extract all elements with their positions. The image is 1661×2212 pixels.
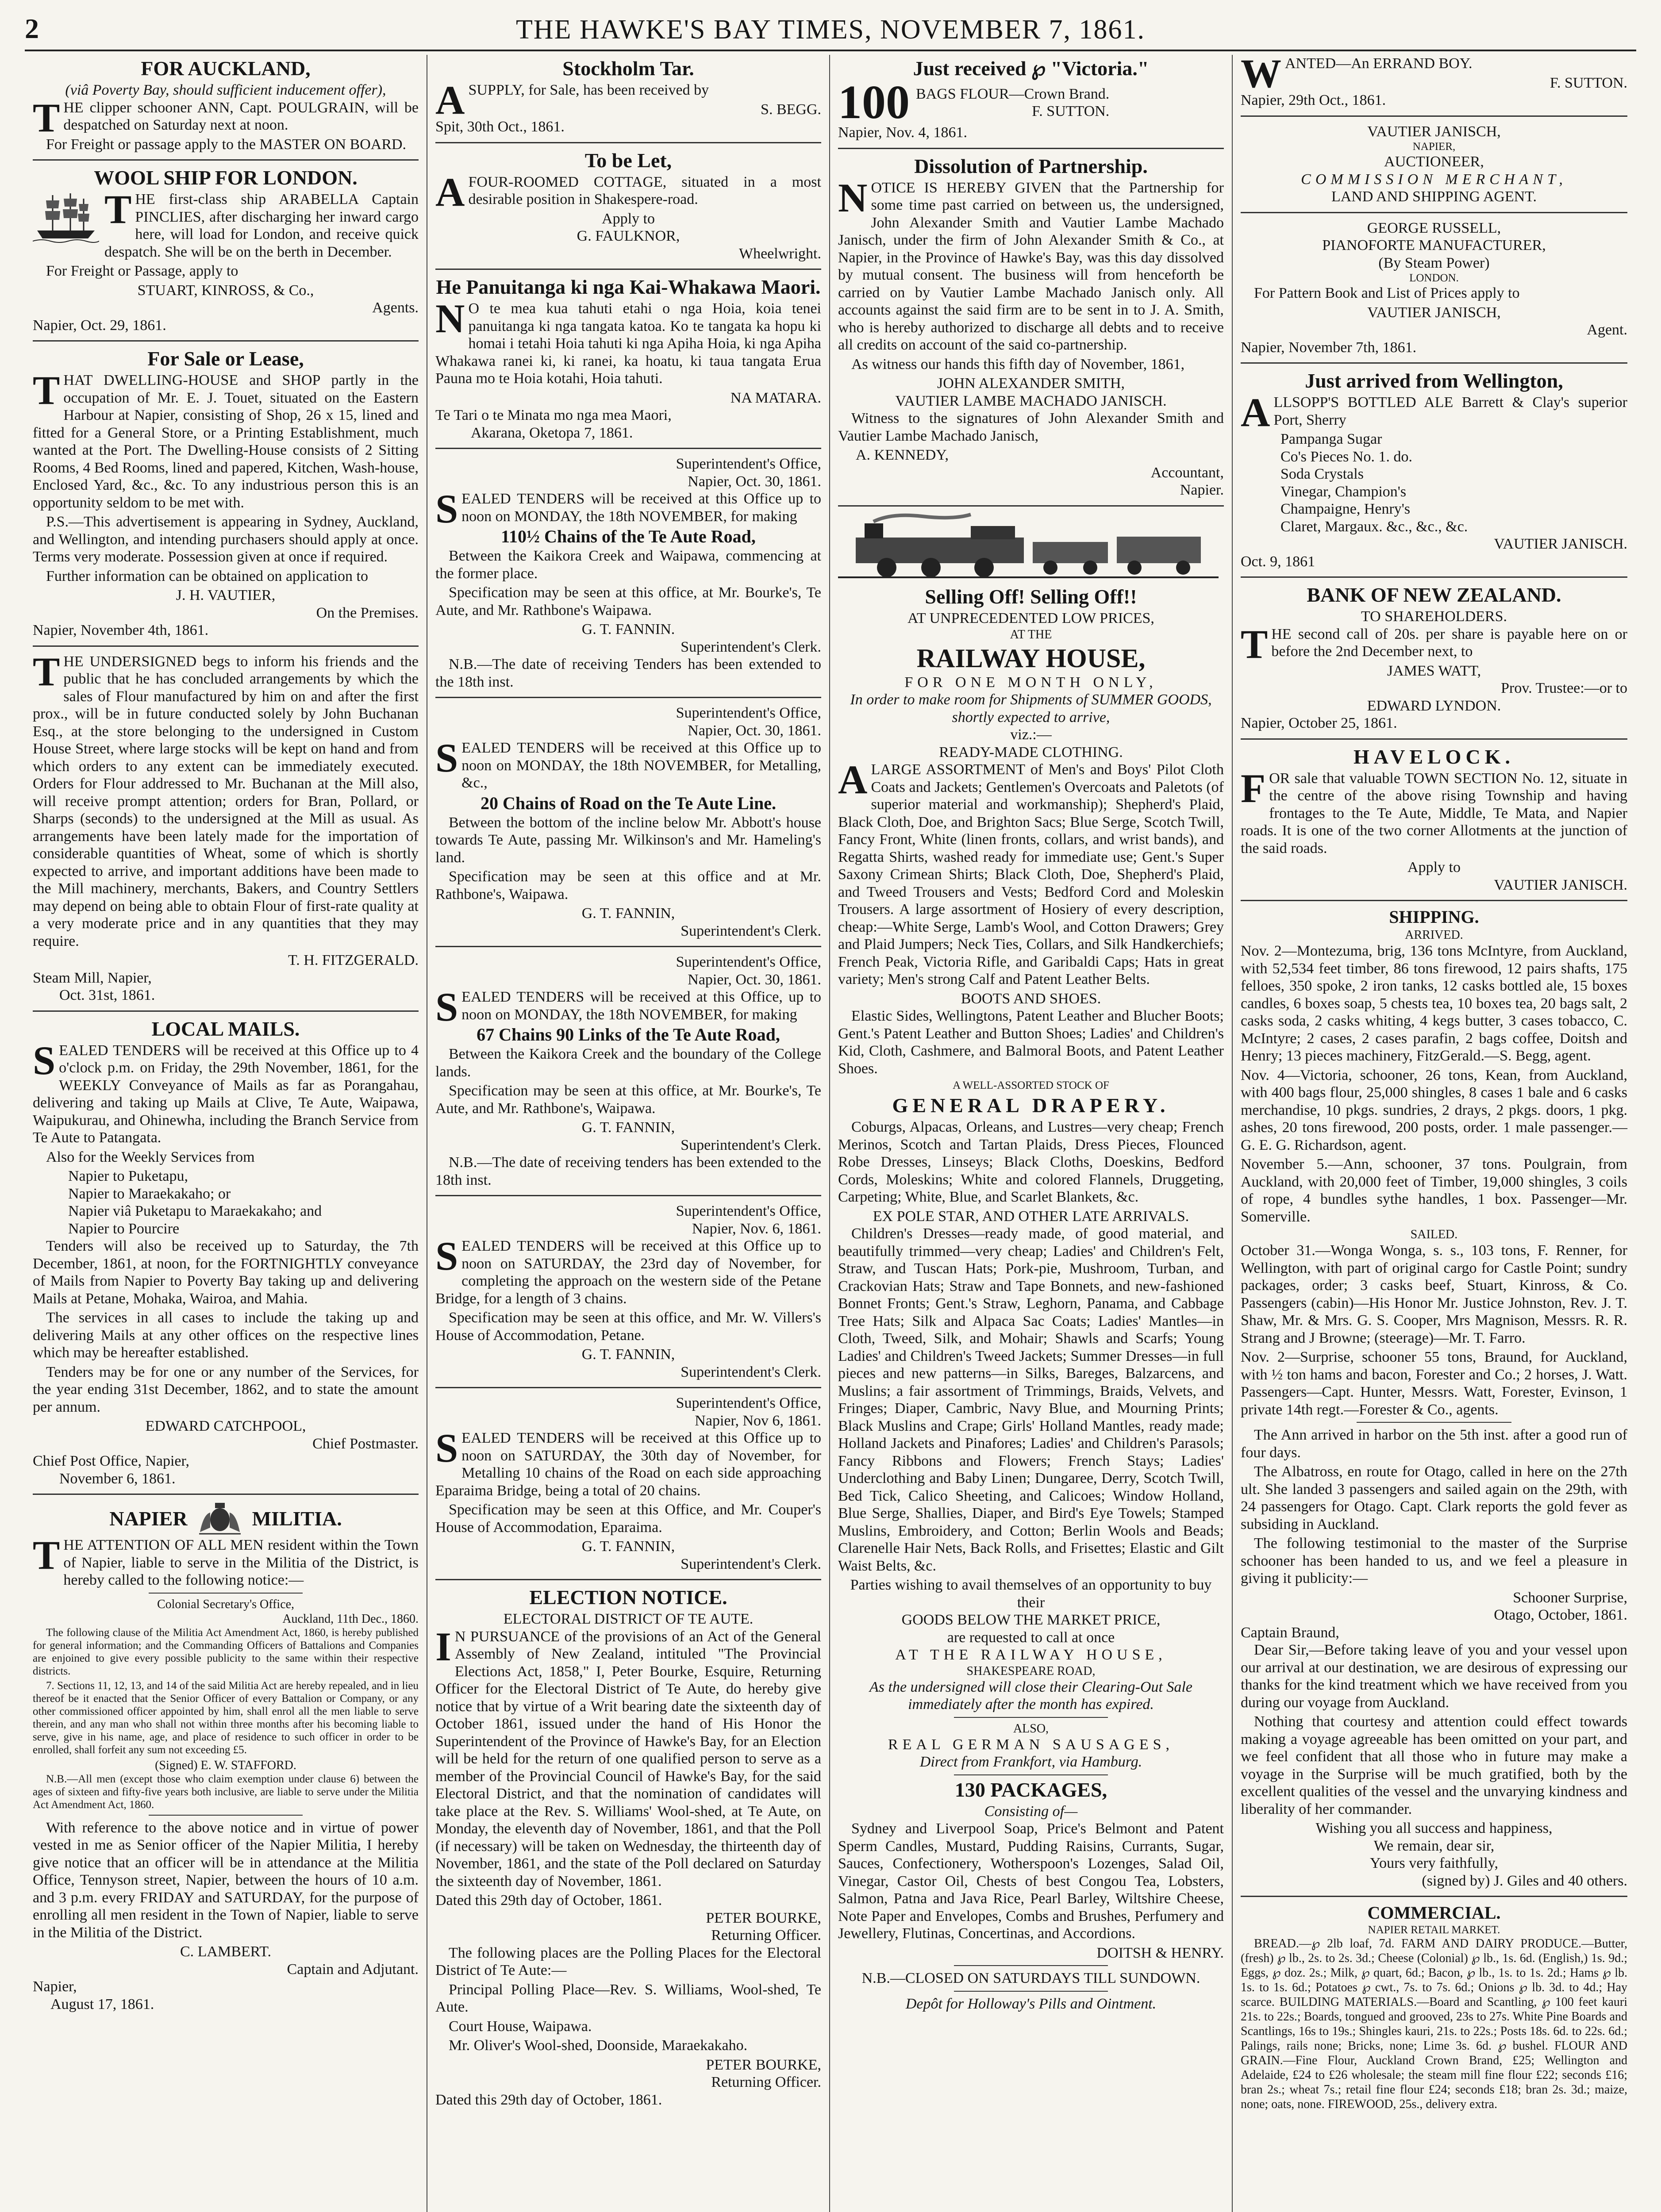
tender1-heading: 110½ Chains of the Te Aute Road, (501, 526, 756, 546)
tender1-name: G. T. FANNIN. (581, 621, 675, 637)
divider (33, 1494, 419, 1495)
dropcap: S (435, 1233, 458, 1279)
victoria-heading: Just received ℘ "Victoria." (913, 57, 1149, 80)
locomotive-icon (838, 513, 1219, 579)
divider (1241, 362, 1627, 364)
dropcap: A (435, 169, 465, 215)
mails-heading: LOCAL MAILS. (151, 1017, 300, 1040)
russell-name: GEORGE RUSSELL, (1367, 219, 1501, 236)
low-prices: AT UNPRECEDENTED LOW PRICES, (907, 610, 1154, 626)
dropcap: N (838, 175, 868, 220)
tar-body: SUPPLY, for Sale, has been received by (468, 82, 709, 98)
tender1-date: Napier, Oct. 30, 1861. (688, 473, 821, 490)
mill-name: T. H. FITZGERALD. (288, 952, 419, 968)
auckland-ad (33, 99, 419, 136)
dropcap: S (435, 984, 458, 1029)
dropcap: T (33, 99, 60, 136)
election-place-3: Mr. Oliver's Wool-shed, Doonside, Maraekakaho. (449, 2037, 748, 2054)
auckland-body: HE clipper schooner ANN, Capt. POULGRAIN, will be despatched on Saturday next at noon. (63, 99, 419, 133)
tender5-spec: Specification may be seen at this Office, and Mr. Couper's House of Accommodation, Eparaima. (435, 1502, 821, 1536)
election-dated-2: Dated this 29th day of October, 1861. (435, 2091, 662, 2108)
russell-body: For Pattern Book and List of Prices apply to (1254, 285, 1520, 301)
tender2-role: Superintendent's Clerk. (681, 922, 821, 939)
letter-wish: Wishing you all success and happiness, (1315, 1820, 1553, 1836)
divider (1241, 576, 1627, 578)
column-2 (427, 55, 830, 2212)
royal-arms-icon (196, 1501, 244, 1536)
sailing-2: Nov. 2—Surprise, schooner 55 tons, Braund, for Auckland, with ½ ton hams and bacon, Forester and Co.; 2 horses, J. Watt. Passengers—Capt. Hunter, Messrs. Watt, Forester, Evinson, 1 private 14th regt.—Forester & Co., agents. (1241, 1349, 1627, 1418)
letter-to: Schooner Surprise, (1513, 1589, 1627, 1606)
maori-line: Te Tari o te Minata mo nga mea Maori, (435, 407, 672, 423)
let-role: Wheelwright. (739, 245, 821, 262)
divider (435, 1195, 821, 1196)
bank-body: HE second call of 20s. per share is payable here on or before the 2nd December next, to (1271, 626, 1627, 660)
maori-date: Akarana, Oketopa 7, 1861. (471, 424, 633, 441)
russell-agent: VAUTIER JANISCH, (1367, 304, 1501, 321)
divider (838, 148, 1224, 149)
russell-date: Napier, November 7th, 1861. (1241, 339, 1417, 356)
packages-sub: Consisting of— (984, 1803, 1078, 1820)
divider (33, 645, 419, 647)
militia-role: Captain and Adjutant. (287, 1961, 419, 1978)
shipping-note-3: The following testimonial to the master of the Surprise schooner has been handed to us, and we feel a pleasure in giving it publicity:— (1241, 1535, 1627, 1586)
tender2-office: Superintendent's Office, (676, 705, 821, 721)
dissolution-witness: As witness our hands this fifth day of November, 1861, (851, 356, 1185, 373)
election-name: PETER BOURKE, (706, 1909, 821, 1926)
shipping-note-2: The Albatross, en route for Otago, called in here on the 27th ult. She landed 3 passengers and sailed again on the 29th, with 24 passengers for Otago. Capt. Clark reports the gold fever as subsiding in Auckland. (1241, 1463, 1627, 1532)
masthead (25, 12, 1636, 51)
sailing-1: October 31.—Wonga Wonga, s. s., 103 tons, F. Renner, for Wellington, with part of original cargo for Castle Point; sundry packages, order; 3 casks beef, Stuart, Kinross, & Co. Passengers (cabin)—His Honor Mr. Justice Johnston, Rev. J. T. Shaw, Mr. & Mrs. G. S. Cooper, Mrs Magnison, Messrs. R. R. Strang and J Browne; (steerage)—Mr. T. Farro. (1241, 1242, 1627, 1346)
boots-body: Elastic Sides, Wellingtons, Patent Leather and Blucher Boots; Gent.'s Patent Leather and Button Shoes; Ladies' and Children's Kid, Cloth, Cashmere, and Balmoral Boots, and Patent Leather Shoes. (838, 1008, 1224, 1077)
dropcap: S (435, 486, 458, 531)
militia-date: August 17, 1861. (50, 1996, 154, 2012)
mails-date: November 6, 1861. (59, 1470, 176, 1487)
wool-ad (33, 191, 419, 262)
sailed-heading: SAILED. (1410, 1228, 1458, 1241)
mails-body-3: The services in all cases to include the taking up and delivering Mails at any other offices on the respective lines which may be hereafter established. (33, 1310, 419, 1361)
mails-role: Chief Postmaster. (312, 1435, 419, 1452)
election-role-2: Returning Officer. (711, 2074, 821, 2090)
divider (435, 1579, 821, 1580)
let-body: FOUR-ROOMED COTTAGE, situated in a most desirable position in Shakespere-road. (468, 173, 821, 207)
auckland-heading: FOR AUCKLAND, (141, 57, 311, 80)
mails-route-4: Napier to Pourcire (68, 1220, 180, 1237)
letter-yours: Yours very faithfully, (1370, 1855, 1498, 1871)
election-heading: ELECTION NOTICE. (529, 1586, 727, 1609)
mails-body: EALED TENDERS will be received at this Office up to 4 o'clock p.m. on Friday, the 29th November, 1861, for the WEEKLY Conveyance of Mails as far as Porangahau, delivering and taking up Mails at Clive, Te Aute, Waipawa, Waipukurau, and Ohinewha, including the Branch Service from Te Aute to Patangata. (33, 1042, 419, 1146)
dissolution-name-2: VAUTIER LAMBE MACHADO JANISCH. (895, 392, 1167, 409)
shipping-note-1: The Ann arrived in harbor on the 5th inst. after a good run of four days. (1241, 1427, 1627, 1461)
divider (838, 505, 1224, 507)
tender1-nb: N.B.—The date of receiving Tenders has been extended to the 18th inst. (435, 656, 821, 690)
tender3-spec: Specification may be seen at this office, at Mr. Bourke's, Te Aute, and Mr. Rathbone's, Waipawa. (435, 1083, 821, 1117)
short-rule (149, 1593, 303, 1594)
letter-captain: Captain Braund, (1241, 1624, 1339, 1641)
dissolution-name-3: A. KENNEDY, (856, 447, 949, 463)
short-rule (954, 1965, 1108, 1966)
tender1-role: Superintendent's Clerk. (681, 638, 821, 655)
tender5-body: EALED TENDERS will be received at this Office up to noon on SATURDAY, the 30th day of November, for Metalling 10 chains of the Road on each side approaching Eparaima Bridge, being a total of 20 chains. (435, 1430, 821, 1499)
one-month-only: FOR ONE MONTH ONLY, (904, 674, 1157, 691)
packages-body: Sydney and Liverpool Soap, Price's Belmont and Patent Sperm Candles, Mustard, Pudding Raisins, Currants, Sugar, Sauces, Confectionery, Wotherspoon's Lozenges, Salad Oil, Vinegar, Castor Oil, Chests of best Congou Tea, Lobsters, Salmon, Patna and Java Rice, Pearl Barley, Wiltshire Cheese, Note Paper and Envelopes, Combs and Brushes, Perfumery and Jewellery, Flutinas, Concertinas, and Accordions. (838, 1820, 1224, 1942)
tender3-role: Superintendent's Clerk. (681, 1137, 821, 1153)
militia-clause-1: The following clause of the Militia Act Amendment Act, 1860, is hereby published for general information; and the Commanding Officers of Battalions and Companies are enjoined to give every possible publicity to the same within their respective districts. (33, 1626, 419, 1677)
dropcap: S (33, 1037, 56, 1083)
janisch-land: LAND AND SHIPPING AGENT. (1331, 188, 1537, 205)
firm-name: DOITSH & HENRY. (1096, 1944, 1224, 1961)
election-body: N PURSUANCE of the provisions of an Act of the General Assembly of New Zealand, intituled "The Provincial Elections Act, 1858," I, Peter Bourke, Esquire, Returning Officer for the Electoral District of Te Aute, do hereby give notice that by virtue of a Writ bearing date the sixteenth day of October 1861, issued under the hand of His Honor the Superintendent of the Province of Hawke's Bay, for an Election will be held for the return of one qualified person to serve as a member of the Provincial Council of Hawke's Bay, for the said Electoral District, and that the nomination of candidates will take place at the Rev. S. Williams' Wool-shed, at Te Aute, on Monday, the eleventh day of November, 1861, and that the Poll (if necessary) will be taken on Wednesday, the thirteenth day of November, 1861, and the state of the Poll declared on Saturday the sixteenth day of November, 1861. (435, 1628, 821, 1889)
shakespeare-road: SHAKESPEARE ROAD, (966, 1664, 1096, 1678)
sale-body: HAT DWELLING-HOUSE and SHOP partly in the occupation of Mr. E. J. Touet, situated on the Eastern Harbour at Napier, consisting of Shop, 26 x 15, lined and fitted for a General Store, or a Printing Establishment, much wanted at the Port. The Dwelling-House consists of 2 Sitting Rooms, 4 Bed Rooms, lined and papered, Kitchen, Wash-house, Enclosed Yard, &c., &c. To any industrious person this is an opportunity seldom to be met with. (33, 372, 419, 511)
mails-name: EDWARD CATCHPOOL, (145, 1418, 306, 1434)
tar-heading: Stockholm Tar. (562, 57, 694, 80)
bank-sub: TO SHAREHOLDERS. (1361, 608, 1507, 625)
dissolution-body: OTICE IS HEREBY GIVEN that the Partnership for some time past carried on between us, the undersigned, John Alexander Smith and Vautier Lambe Machado Janisch, under the firm of John Alexander Smith & Co., at Napier, in the Province of Hawke's Bay, was this day dissolved by mutual consent. The business will from henceforth be carried on by Vautier Lambe Machado Janisch only. All accounts against the said firm are to be sent in to J. A. Smith, who is hereby authorized to discharge all debts and to receive all credits on account of the said co-partnership. (838, 179, 1224, 353)
ready-made-heading: READY-MADE CLOTHING. (939, 744, 1123, 760)
wellington-date: Oct. 9, 1861 (1241, 553, 1315, 570)
sausages-heading: REAL GERMAN SAUSAGES, (888, 1736, 1174, 1753)
tender5-office: Superintendent's Office, (676, 1395, 821, 1411)
tender4-office: Superintendent's Office, (676, 1203, 821, 1219)
divider (33, 159, 419, 161)
sale-ps: P.S.—This advertisement is appearing in Sydney, Auckland, and Wellington, and intending purchasers should apply at once. Terms very moderate. Possession given at once if required. (33, 514, 419, 565)
summer-goods-note: In order to make room for Shipments of SUMMER GOODS, shortly expected to arrive, (850, 691, 1212, 726)
tender2-heading: 20 Chains of Road on the Te Aute Line. (481, 793, 776, 813)
wellington-item: Claret, Margaux. &c., &c., &c. (1280, 518, 1468, 535)
dropcap: S (435, 1425, 458, 1471)
boots-heading: BOOTS AND SHOES. (961, 990, 1101, 1007)
dropcap: I (435, 1624, 451, 1669)
bank-role-1: Prov. Trustee:—or to (1501, 680, 1627, 696)
letter-remain: We remain, dear sir, (1373, 1837, 1495, 1854)
errand-boy-body: ANTED—An ERRAND BOY. (1285, 55, 1473, 72)
bank-date: Napier, October 25, 1861. (1241, 715, 1397, 731)
depot-note: Depôt for Holloway's Pills and Ointment. (905, 1995, 1157, 2012)
election-dated: Dated this 29th day of October, 1861. (435, 1892, 662, 1909)
newspaper-title: THE HAWKE'S BAY TIMES, NOVEMBER 7, 1861. (515, 15, 1146, 45)
mill-body: HE UNDERSIGNED begs to inform his friends and the public that he has concluded arrangements by which the sales of Flour manufactured by him on and after the first prox., will be in future conducted solely by John Buchanan Esq., at the store belonging to the undersigned in Custom House Street, where large stocks will be kept on hand and from which orders to any extent can be immediately executed. Orders for Flour addressed to Mr. Buchanan at the Mill also, will receive prompt attention; orders for Bran, Pollard, or Sharps (seconds) to the undersigned at the Mill as usual. As arrangements have been lately made for the importation of considerable quantities of Wheat, some of which is shortly expected to arrive, and important additions have been made to the Mill machinery, merchants, Bakers, and Country Settlers may depend on being able to obtain Flour of first-rate quality at a very moderate price and in any quantities that they may require. (33, 653, 419, 949)
wellington-body: LLSOPP'S BOTTLED ALE Barrett & Clay's superior Port, Sherry (1273, 394, 1627, 428)
tender4-date: Napier, Nov. 6, 1861. (692, 1220, 821, 1237)
railway-house-heading: RAILWAY HOUSE, (916, 643, 1146, 673)
mill-place: Steam Mill, Napier, (33, 969, 152, 986)
arrival-1: Nov. 2—Montezuma, brig, 136 tons McIntyre, from Auckland, with 52,534 feet timber, 86 tons firewood, 12 pairs shafts, 175 felloes, 350 spoke, 2 iron tanks, 12 casks bottled ale, 15 boxes candles, 6 boxes soap, 5 chests tea, 10 boxes tea, 20 bags salt, 2 casks soda, 2 casks whiting, 4 kegs butter, 3 cases tobacco, C. McIntyre; 2 cases, 2 cases parafin, 2 bags coffee, Doitsh and Henry; 13 pieces machinery, FitzGerald.—S. Begg, agent. (1241, 943, 1627, 1064)
clearing-out-note: As the undersigned will close their Clearing-Out Sale immediately after the month has expired. (869, 1678, 1192, 1713)
sale-date: Napier, November 4th, 1861. (33, 622, 209, 638)
column-4 (1233, 55, 1635, 2212)
divider (1241, 738, 1627, 740)
tender5-role: Superintendent's Clerk. (681, 1555, 821, 1572)
tender2-body-2: Between the bottom of the incline below Mr. Abbott's house towards Te Aute, passing Mr. Wilkinson's and Mr. Hameling's land. (435, 814, 821, 866)
ship-icon (33, 191, 99, 244)
election-place-1: Principal Polling Place—Rev. S. Williams, Wool-shed, Te Aute. (435, 1981, 821, 2015)
maori-body: O te mea kua tahuti etahi o nga Hoia, koia tenei panuitanga ki nga tangata katoa. Ko te tangata ka hopu ki homai i tetahi Hoia tahuti ki nga Apiha Hoia, ki nga Apiha Whakawa ranei ki, ki ranei, ka hoatu, ki taua tangata Erua Pauna mo te Hoia kotahi, Hoia tahuti. (435, 300, 821, 387)
dropcap: N (435, 296, 465, 341)
letter-signed: (signed by) J. Giles and 40 others. (1422, 1872, 1627, 1889)
janisch-place: NAPIER, (1412, 141, 1456, 153)
divider (435, 448, 821, 449)
short-rule (954, 1717, 1108, 1718)
tender1-body-2: Between the Kaikora Creek and Waipawa, commencing at the former place. (435, 548, 821, 582)
tender5-date: Napier, Nov 6, 1861. (695, 1412, 821, 1429)
divider (33, 1010, 419, 1012)
janisch-commission: COMMISSION MERCHANT, (1301, 171, 1567, 188)
dropcap: T (104, 191, 132, 232)
let-apply: Apply to (602, 210, 655, 227)
russell-role: PIANOFORTE MANUFACTURER, (1322, 237, 1546, 253)
let-name: G. FAULKNOR, (577, 228, 680, 244)
commercial-body: BREAD.—℘ 2lb loaf, 7d. FARM AND DAIRY PRODUCE.—Butter, (fresh) ℘ lb., 2s. to 2s. 3d.; Cheese (Colonial) ℘ lb., 1s. 6d. (English,) 1s. 9d.; Eggs, ℘ doz. 2s.; Milk, ℘ quart, 6d.; Bacon, ℘ lb., 1s. to 1s. 2d.; Hams ℘ lb. 1s. to 1s. 6d.; Potatoes ℘ cwt., 7s. to 7s. 6d.; Onions ℘ lb. 3d. to 4d.; Hay scarce. BUILDING MATERIALS.—Board and Scantling, ℘ 100 feet kauri 21s. to 22s.; Boards, tongued and grooved, 23s to 27s. White Pine Boards and Scantlings, 16s to 19s.; Shingles kauri, 21s. to 22s.; Posts 18s. 6d. to 22s. 6d.; Palings, rails none; Bricks, none; Lime 3s. 6d. ℘ bushel. FLOUR AND GRAIN.—Fine Flour, Auckland Crown Brand, £25; Wellington and Adelaide, £24 to £26 wholesale; the steam mill fine flour £22; seconds £16; bran 2s.; wheat 7s.; retail fine flour £24; seconds £18; bran 2s. 3d.; maize, none; oats, none. FIREWOOD, 25s., delivery extra. (1241, 1937, 1627, 2111)
also: ALSO, (1013, 1721, 1049, 1736)
militia-heading: NAPIER MILITIA. (33, 1501, 419, 1536)
dropcap: A (838, 757, 868, 802)
divider (1241, 115, 1627, 117)
havelock-name: VAUTIER JANISCH. (1494, 876, 1627, 893)
havelock-heading: HAVELOCK. (1353, 745, 1515, 768)
tender2-spec: Specification may be seen at this office and at Mr. Rathbone's, Waipawa. (435, 868, 821, 902)
tender1-body: EALED TENDERS will be received at this Office up to noon on MONDAY, the 18th NOVEMBER, for making (461, 491, 821, 525)
dropcap: A (435, 77, 465, 123)
bank-heading: BANK OF NEW ZEALAND. (1307, 584, 1561, 606)
tender4-role: Superintendent's Clerk. (681, 1363, 821, 1380)
let-heading: To be Let, (584, 149, 672, 172)
arrived-heading: ARRIVED. (1405, 928, 1463, 942)
victoria-date: Napier, Nov. 4, 1861. (838, 124, 967, 141)
auckland-subtitle: (viâ Poverty Bay, should sufficient inducement offer), (65, 82, 386, 98)
militia-clause-2: 7. Sections 11, 12, 13, and 14 of the said Militia Act are hereby repealed, and in lieu thereof be it enacted that the Senior Officer of every Battalion or Company, or any other commissioned officer appointed by him, shall enrol all the men liable to serve therein, and any man who shall not within three months after his becoming liable to serve, give in his name, age, and place of residence to such officer in order to be enrolled, shall forfeit any sum not exceeding £5. (33, 1679, 419, 1756)
market-price: GOODS BELOW THE MARKET PRICE, (901, 1612, 1161, 1628)
auckland-body-2: For Freight or passage apply to the MASTER ON BOARD. (46, 136, 407, 153)
dissolution-name-1: JOHN ALEXANDER SMITH, (937, 375, 1125, 392)
militia-place: Napier, (33, 1978, 77, 1995)
at-the: AT THE (1010, 627, 1052, 641)
mails-body-2: Tenders will also be received up to Saturday, the 7th December, 1861, at noon, for the FORTNIGHTLY conveyance of Mails from Napier to Poverty Bay taking up and delivering Mails at Petane, Mohaka, Wairoa, and Mahia. (33, 1238, 419, 1307)
victoria-name: F. SUTTON. (1032, 103, 1110, 119)
shipping-heading: SHIPPING. (1389, 907, 1479, 927)
sale-heading: For Sale or Lease, (147, 347, 304, 370)
column-1 (25, 55, 427, 2212)
maori-heading: He Panuitanga ki nga Kai-Whakawa Maori. (436, 276, 821, 298)
election-subtitle: ELECTORAL DISTRICT OF TE AUTE. (503, 1611, 754, 1627)
wool-heading: WOOL SHIP FOR LONDON. (94, 166, 358, 189)
short-rule (954, 1991, 1108, 1992)
call-at-once: are requested to call at once (947, 1629, 1115, 1646)
militia-signed: (Signed) E. W. STAFFORD. (155, 1758, 296, 1772)
tender1-spec: Specification may be seen at this office, at Mr. Bourke's, Te Aute, and Mr. Rathbone's Waipawa. (435, 584, 821, 618)
militia-nb: N.B.—All men (except those who claim exemption under clause 6) between the ages of sixteen and fifty-five years both inclusive, are liable to serve under the Militia Act Amendment Act, 1860. (33, 1773, 419, 1811)
tender2-date: Napier, Oct. 30, 1861. (688, 722, 821, 739)
militia-body-2: With reference to the above notice and in virtue of power vested in me as Senior officer of the Napier Militia, I hereby give notice that an officer will be in attendance at the Militia Office, Tennyson street, Napier, between the hours of 10 a.m. and 3 p.m. every FRIDAY and SATURDAY, for the purpose of enrolling all men resident in the Town of Napier, liable to serve in the Militia of the District. (33, 1819, 419, 1941)
wool-body-2: For Freight or Passage, apply to (46, 263, 238, 279)
bank-name-1: JAMES WATT, (1387, 662, 1481, 679)
letter-to-date: Otago, October, 1861. (1494, 1607, 1627, 1623)
havelock-body: OR sale that valuable TOWN SECTION No. 12, situate in the centre of the above rising Township and having frontages to the Te Aute, Middle, Te Mata, and Napier roads. It is one of the two corner Allotments at the junction of the said roads. (1241, 770, 1627, 856)
dissolution-place: Napier. (1180, 482, 1224, 498)
letter-body-1: Dear Sir,—Before taking leave of you and your vessel upon our arrival at our destination, we are desirous of expressing our thanks for the kind treatment which we have received from you during our voyage from Auckland. (1241, 1642, 1627, 1711)
drapery-body: Coburgs, Alpacas, Orleans, and Lustres—very cheap; French Merinos, Scotch and Tartan Plaids, Dress Pieces, Flounced Robe Dresses, Linseys; Black Cloths, Doeskins, Bedford Cords, Moleskins; White and colored Flannels, Druggeting, Carpeting; White, Blue, and Scarlet Blankets, &c. (838, 1119, 1224, 1205)
closed-note: N.B.—CLOSED ON SATURDAYS TILL SUNDOWN. (861, 1970, 1200, 1986)
dropcap: T (33, 368, 60, 413)
tender4-body: EALED TENDERS will be received at this Office up to noon on SATURDAY, the 23rd day of November, for completing the approach on the western side of the Petane Bridge, for a length of 3 chains. (435, 1238, 821, 1307)
wellington-item: Soda Crystals (1280, 466, 1364, 482)
divider (33, 340, 419, 342)
wellington-item: Co's Pieces No. 1. do. (1280, 448, 1412, 465)
tender3-heading: 67 Chains 90 Links of the Te Aute Road, (477, 1025, 780, 1045)
tender2-name: G. T. FANNIN, (581, 905, 675, 922)
mails-also: Also for the Weekly Services from (46, 1148, 255, 1165)
mails-route-3: Napier viâ Puketapu to Maraekakaho; and (68, 1203, 322, 1219)
divider (435, 946, 821, 947)
letter-body-2: Nothing that courtesy and attention could effect towards making a voyage agreeable has been omitted on your part, and we feel confident that all those who in future may make a voyage in the Surprise will be much gratified, both by the excellent qualities of the vessel and the unvarying kindness and liberality of her commander. (1241, 1713, 1627, 1817)
mails-route-1: Napier to Puketapu, (68, 1168, 188, 1184)
tender3-name: G. T. FANNIN, (581, 1119, 675, 1136)
drapery-heading: GENERAL DRAPERY. (892, 1094, 1170, 1117)
tender3-date: Napier, Oct. 30, 1861. (688, 971, 821, 988)
divider (1241, 212, 1627, 213)
sale-where: On the Premises. (316, 604, 419, 621)
commercial-sub: NAPIER RETAIL MARKET. (1368, 1924, 1500, 1936)
tar-name: S. BEGG. (761, 101, 821, 118)
divider (1241, 1896, 1627, 1897)
wool-role: Agents. (372, 300, 419, 316)
arrival-3: November 5.—Ann, schooner, 37 tons. Poulgrain, from Auckland, with 20,000 feet of Timber, 19,000 shingles, 3 coils of rope, 4 bundles sythe handles, 1 box. Passenger—Mr. Somerville. (1241, 1156, 1627, 1225)
mill-date: Oct. 31st, 1861. (59, 987, 155, 1003)
packages-heading: 130 PACKAGES, (954, 1778, 1107, 1801)
dropcap: A (1241, 390, 1270, 435)
mails-body-4: Tenders may be for one or any number of the Services, for the year ending 31st December, 1862, and to state the amount per annum. (33, 1363, 419, 1415)
wool-agent: STUART, KINROSS, & Co., (137, 282, 314, 299)
tender4-name: G. T. FANNIN, (581, 1346, 675, 1363)
mails-place: Chief Post Office, Napier, (33, 1453, 189, 1469)
ex-pole-star-heading: EX POLE STAR, AND OTHER LATE ARRIVALS. (873, 1208, 1189, 1225)
wellington-item: Champaigne, Henry's (1280, 501, 1411, 517)
wellington-name: VAUTIER JANISCH. (1494, 536, 1627, 552)
tender3-body-2: Between the Kaikora Creek and the boundary of the College lands. (435, 1046, 821, 1080)
wellington-heading: Just arrived from Wellington, (1305, 369, 1563, 392)
short-rule (149, 1815, 303, 1816)
election-role: Returning Officer. (711, 1927, 821, 1943)
errand-boy-name: F. SUTTON. (1549, 74, 1627, 91)
stock-heading: A WELL-ASSORTED STOCK OF (953, 1079, 1109, 1091)
tender3-nb: N.B.—The date of receiving tenders has been extended to the 18th inst. (435, 1154, 821, 1188)
victoria-ad (838, 76, 1224, 129)
at-railway-house: AT THE RAILWAY HOUSE, (895, 1647, 1167, 1663)
columns (25, 55, 1636, 2212)
russell-agent-role: Agent. (1587, 322, 1627, 338)
dropcap: S (435, 735, 458, 780)
victoria-line: BAGS FLOUR—Crown Brand. (916, 85, 1110, 102)
selling-off-heading: Selling Off! Selling Off!! (925, 585, 1137, 608)
wellington-item: Vinegar, Champion's (1280, 483, 1407, 500)
wool-body: HE first-class ship ARABELLA Captain PINCLIES, after discharging her inward cargo here, will load for London, and receive quick despatch. She will be on the berth in December. (104, 191, 419, 260)
sausages-sub: Direct from Frankfort, via Hamburg. (919, 1754, 1142, 1770)
errand-boy-date: Napier, 29th Oct., 1861. (1241, 92, 1386, 108)
havelock-apply: Apply to (1407, 859, 1461, 876)
tender4-spec: Specification may be seen at this office, and Mr. W. Villers's House of Accommodation, Petane. (435, 1310, 821, 1344)
page-number: 2 (25, 13, 39, 44)
bank-name-2: EDWARD LYNDON. (1367, 697, 1501, 714)
parties: Parties wishing to avail themselves of an opportunity to buy their (850, 1577, 1212, 1611)
militia-office: Colonial Secretary's Office, (157, 1597, 295, 1611)
wellington-item: Pampanga Sugar (1280, 431, 1382, 447)
flour-count: 100 (838, 76, 910, 129)
dissolution-heading: Dissolution of Partnership. (914, 154, 1148, 177)
election-name-2: PETER BOURKE, (706, 2056, 821, 2073)
maori-name: NA MATARA. (730, 389, 821, 406)
column-3 (830, 55, 1233, 2212)
divider (1241, 900, 1627, 901)
mails-route-2: Napier to Maraekakaho; or (68, 1185, 231, 1202)
arrival-2: Nov. 4—Victoria, schooner, 26 tons, Kean, from Auckland, with 400 bags flour, 25,000 shingles, 8 cases 1 bale and 6 casks merchandise, 10 pkgs. sundries, 2 drays, 2 pkgs. doors, 1 pkg. ashes, 20 tons firewood, 200 posts, order. 1 male passenger.—G. E. G. Richardson, agent. (1241, 1067, 1627, 1153)
tender1-office: Superintendent's Office, (676, 456, 821, 472)
militia-name: C. LAMBERT. (180, 1943, 272, 1960)
sale-name: J. H. VAUTIER, (176, 587, 276, 603)
tender5-name: G. T. FANNIN, (581, 1538, 675, 1555)
dissolution-role: Accountant, (1150, 464, 1224, 481)
divider (435, 697, 821, 698)
russell-place: LONDON. (1409, 272, 1459, 284)
dropcap: T (33, 1532, 60, 1578)
clothing-body: LARGE ASSORTMENT of Men's and Boys' Pilot Cloth Coats and Jackets; Gentlemen's Overcoats and Paletots (of superior material and workmanship); Shepherd's Plaid, Black Cloth, Doe, and Brighton Sacs; Blue Serge, Scotch Twill, Fancy Front, White (linen fronts, collars, and wrist bands), and Regatta Shirts, washed ready for immediate use; Gent.'s Super Saxony Crimean Shirts; Black Cloth, Doe, Shepherd's Plaid, and Tweed Trousers and Vests; Bedford Cord and Moleskin Trousers. A large assortment of Hosiery of every description, cheap:—White Serge, Lamb's Wool, and Cotton Drawers; Grey and Plaid Jumpers; Neck Ties, Collars, and Silk Handkerchiefs; French Peak, Victoria Rifle, and Garibaldi Caps; Hats in great variety; Men's strong Calf and Patent Leather Belts. (838, 761, 1224, 987)
divider (435, 142, 821, 143)
dropcap: T (33, 649, 60, 694)
commercial-heading: COMMERCIAL. (1367, 1903, 1501, 1923)
tender3-office: Superintendent's Office, (676, 954, 821, 970)
election-places: The following places are the Polling Places for the Electoral District of Te Aute:— (435, 1944, 821, 1978)
short-rule (954, 1774, 1108, 1775)
short-rule (1357, 1422, 1511, 1423)
dropcap: W (1241, 55, 1281, 96)
russell-steam: (By Steam Power) (1378, 254, 1490, 271)
ex-pole-star-body: Children's Dresses—ready made, of good material, and beautifully trimmed—very cheap; Ladies' and Children's Felt, Straw, and Tuscan Hats; Pork-pie, Mushroom, Turban, and Crackovian Hats; Straw and Tape Bonnets, and new-fashioned Bonnet Fronts; Gent.'s Straw, Leghorn, Panama, and Cabbage Tree Hats; Silk and Alpaca Sac Coats; Ladies' Mantles—in Cloth, Tweed, Silk, and Mohair; Shawls and Scarfs; Young Ladies' and Children's Tweed Jackets; Summer Dresses—in full pieces and new patterns—in Silks, Bareges, Balzarcens, and Muslins; a fair assortment of Trimmings, Braids, Velvets, and Fringes; Diaper, Cambric, Navy Blue, and Mourning Prints; Black Muslins and Crape; Girls' Holland Mantles, ready made; Holland Jackets and Pinafores; Ladies' and Children's Parasols; Fancy Ribbons and Flowers; French Stays; Ladies' Underclothing and Baby Linen; Dungaree, Derry, Scotch Twill, Bed Tick, Calico Sheeting, and Calicoes; Window Holland, Blue Serge, Shallies, Diaper, and Bird's Eye Towels; Stamped Muslins, Embroidery, and Cotton; Berlin Wools and Beads; Clarenelle Hair Nets, Back Rolls, and Frisettes; Elastic and Gilt Waist Belts, &c. (838, 1225, 1224, 1574)
divider (435, 1387, 821, 1388)
janisch-role: AUCTIONEER, (1384, 154, 1484, 170)
wool-date: Napier, Oct. 29, 1861. (33, 317, 166, 334)
divider (435, 269, 821, 270)
militia-body: HE ATTENTION OF ALL MEN resident within the Town of Napier, liable to serve in the Militia of the District, is hereby called to the following notice:— (63, 1537, 419, 1588)
tender3-body: EALED TENDERS will be received at this Office, up to noon on MONDAY, the 18th NOVEMBER, for making (461, 989, 821, 1023)
dropcap: F (1241, 765, 1266, 811)
tender2-body: EALED TENDERS will be received at this Office up to noon on MONDAY, the 18th NOVEMBER, for Metalling, &c., (461, 740, 821, 791)
sale-further: Further information can be obtained on application to (46, 568, 368, 584)
dissolution-witness-2: Witness to the signatures of John Alexander Smith and Vautier Lambe Machado Janisch, (838, 410, 1224, 444)
dropcap: T (1241, 621, 1268, 667)
viz: viz.:— (1010, 726, 1052, 743)
election-place-2: Court House, Waipawa. (449, 2018, 592, 2035)
janisch-name: VAUTIER JANISCH, (1367, 123, 1501, 140)
tar-date: Spit, 30th Oct., 1861. (435, 119, 565, 135)
militia-office-date: Auckland, 11th Dec., 1860. (282, 1612, 419, 1626)
